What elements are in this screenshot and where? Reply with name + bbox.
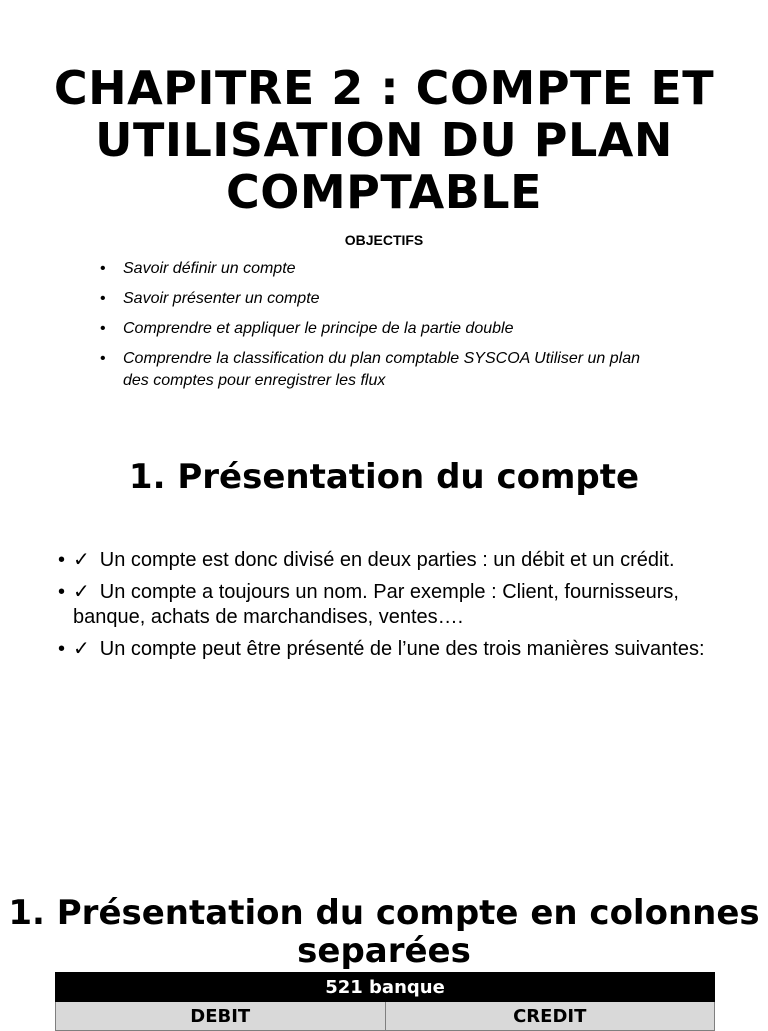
objective-item bbox=[100, 288, 660, 310]
checkmark-icon: ✓ bbox=[73, 549, 90, 571]
account-table bbox=[55, 972, 715, 1031]
objectives-list bbox=[0, 258, 660, 392]
bullet-icon: • bbox=[100, 290, 106, 307]
objective-text: Savoir présenter un compte bbox=[123, 290, 320, 307]
bullet-icon: • bbox=[100, 350, 106, 367]
point-item bbox=[58, 637, 718, 662]
objective-item bbox=[100, 258, 660, 280]
objective-item bbox=[100, 348, 660, 392]
account-header-row bbox=[56, 973, 715, 1002]
bullet-icon: • bbox=[58, 581, 66, 603]
objective-text: Comprendre et appliquer le principe de la partie double bbox=[123, 320, 514, 337]
slide-columns bbox=[0, 860, 768, 1027]
points-list bbox=[0, 548, 718, 662]
objectives-heading: OBJECTIFS bbox=[344, 232, 424, 248]
section-title: 1. Présentation du compte en colonnes separées bbox=[8, 893, 760, 971]
debit-header: DEBIT bbox=[56, 1002, 386, 1031]
chapter-title: CHAPITRE 2 : COMPTE ET UTILISATION DU PLAN COMPTABLE bbox=[53, 61, 715, 219]
objective-text: Comprendre la classification du plan comptable SYSCOA Utiliser un plan des comptes pour enregistrer les flux bbox=[123, 350, 640, 389]
bullet-icon: • bbox=[100, 320, 106, 337]
section-title: 1. Présentation du compte bbox=[128, 457, 640, 497]
slide-presentation bbox=[0, 420, 768, 860]
slide-objectives bbox=[0, 0, 768, 420]
point-text: Un compte peut être présenté de l’une des trois manières suivantes: bbox=[99, 638, 705, 660]
objective-text: Savoir définir un compte bbox=[123, 260, 296, 277]
point-text: Un compte est donc divisé en deux parties : un débit et un crédit. bbox=[99, 549, 675, 571]
account-name: 521 banque bbox=[56, 973, 715, 1002]
point-item bbox=[58, 548, 718, 573]
bullet-icon: • bbox=[58, 638, 66, 660]
bullet-icon: • bbox=[100, 260, 106, 277]
bullet-icon: • bbox=[58, 549, 66, 571]
objective-item bbox=[100, 318, 660, 340]
checkmark-icon: ✓ bbox=[73, 581, 90, 603]
point-text: Un compte a toujours un nom. Par exemple : Client, fournisseurs, banque, achats de marchandises, ventes…. bbox=[73, 581, 679, 628]
credit-header: CREDIT bbox=[385, 1002, 715, 1031]
checkmark-icon: ✓ bbox=[73, 638, 90, 660]
column-header-row bbox=[56, 1002, 715, 1031]
point-item bbox=[58, 580, 718, 630]
